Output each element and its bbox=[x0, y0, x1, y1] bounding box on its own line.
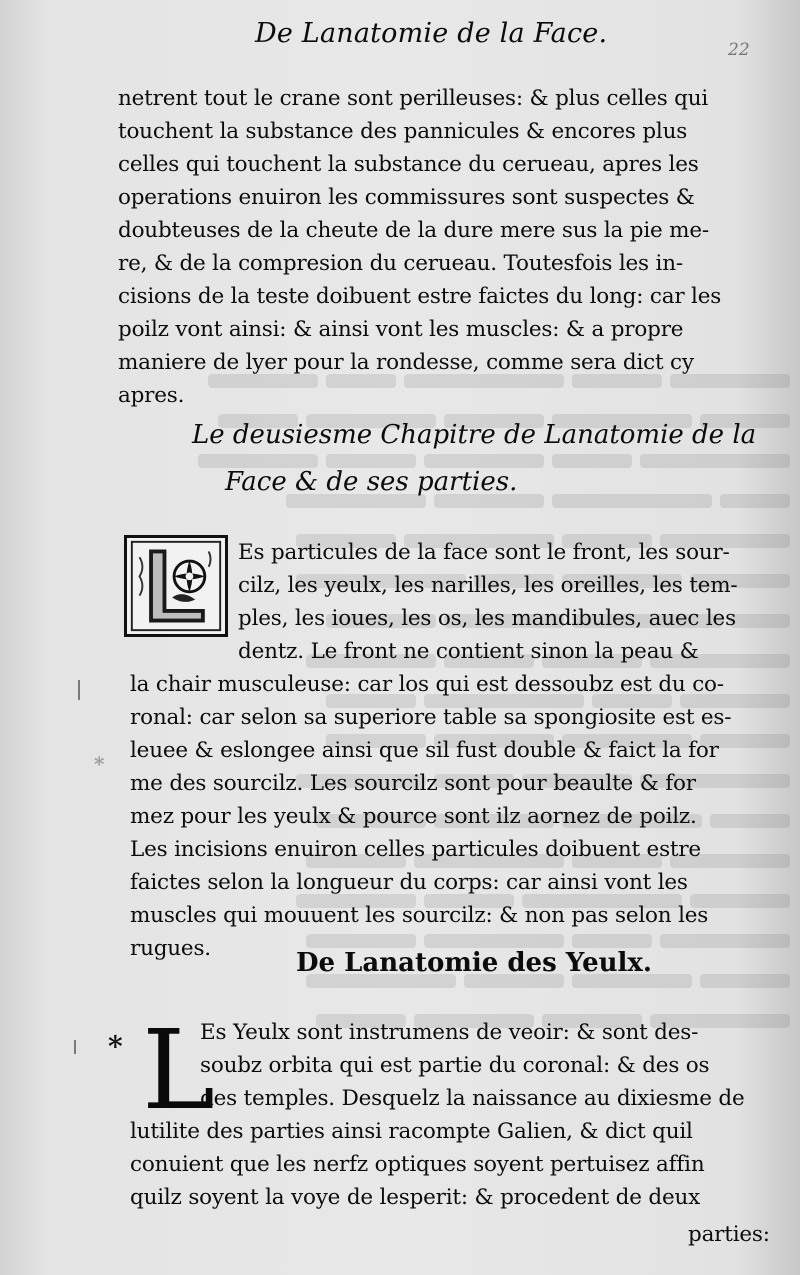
gutter-mark bbox=[78, 680, 80, 700]
text-line: Les incisions enuiron celles particules doibuent estre bbox=[130, 837, 701, 862]
floral-initial-icon bbox=[127, 538, 225, 634]
text-line: maniere de lyer pour la rondesse, comme sera dict cy bbox=[118, 350, 694, 375]
margin-asterisk-icon: * bbox=[94, 752, 105, 776]
text-line: conuient que les nerfz optiques soyent pertuisez affin bbox=[130, 1152, 705, 1177]
text-line: parties: bbox=[688, 1222, 770, 1247]
text-line: poilz vont ainsi: & ainsi vont les muscles: & a propre bbox=[118, 317, 684, 342]
text-line: des temples. Desquelz la naissance au dixiesme de bbox=[200, 1086, 745, 1111]
text-line: doubteuses de la cheute de la dure mere sus la pie me- bbox=[118, 218, 709, 243]
text-line: faictes selon la longueur du corps: car ainsi vont les bbox=[130, 870, 688, 895]
text-line: ples, les ioues, les os, les mandibules, auec les bbox=[238, 606, 736, 631]
gutter-mark bbox=[74, 1040, 76, 1054]
text-line: touchent la substance des pannicules & encores plus bbox=[118, 119, 688, 144]
running-head: De Lanatomie de la Face. bbox=[255, 18, 608, 49]
text-line: operations enuiron les commissures sont suspectes & bbox=[118, 185, 695, 210]
section-heading: De Lanatomie des Yeulx. bbox=[296, 948, 652, 978]
text-line: leuee & eslongee ainsi que sil fust double & faict la for bbox=[130, 738, 719, 763]
text-line: netrent tout le crane sont perilleuses: & plus celles qui bbox=[118, 86, 709, 111]
text-line: dentz. Le front ne contient sinon la peau & bbox=[238, 639, 699, 664]
text-line: Es particules de la face sont le front, les sour- bbox=[238, 540, 730, 565]
text-line: apres. bbox=[118, 383, 185, 408]
text-line: rugues. bbox=[130, 936, 211, 961]
text-line: soubz orbita qui est partie du coronal: & des os bbox=[200, 1053, 710, 1078]
decorated-initial-l bbox=[124, 535, 228, 637]
text-line: cilz, les yeulx, les narilles, les oreilles, les tem- bbox=[238, 573, 738, 598]
margin-asterisk-icon: * bbox=[108, 1030, 123, 1063]
text-line: me des sourcilz. Les sourcilz sont pour beaulte & for bbox=[130, 771, 696, 796]
text-line: Es Yeulx sont instrumens de veoir: & sont des- bbox=[200, 1020, 699, 1045]
large-initial-l: L bbox=[142, 1006, 216, 1134]
folio: 22 bbox=[728, 40, 750, 60]
text-line: celles qui touchent la substance du cerueau, apres les bbox=[118, 152, 699, 177]
text-line: ronal: car selon sa superiore table sa spongiosite est es- bbox=[130, 705, 732, 730]
text-line: lutilite des parties ainsi racompte Galien, & dict quil bbox=[130, 1119, 693, 1144]
text-line: re, & de la compresion du cerueau. Toutesfois les in- bbox=[118, 251, 683, 276]
chapter-heading-line: Face & de ses parties. bbox=[225, 467, 518, 497]
text-line: mez pour les yeulx & pource sont ilz aornez de poilz. bbox=[130, 804, 697, 829]
chapter-heading-line: Le deusiesme Chapitre de Lanatomie de la bbox=[192, 420, 757, 450]
text-line: muscles qui mouuent les sourcilz: & non pas selon les bbox=[130, 903, 709, 928]
text-line: cisions de la teste doibuent estre faictes du long: car les bbox=[118, 284, 722, 309]
text-line: la chair musculeuse: car los qui est dessoubz est du co- bbox=[130, 672, 724, 697]
text-line: quilz soyent la voye de lesperit: & procedent de deux bbox=[130, 1185, 701, 1210]
